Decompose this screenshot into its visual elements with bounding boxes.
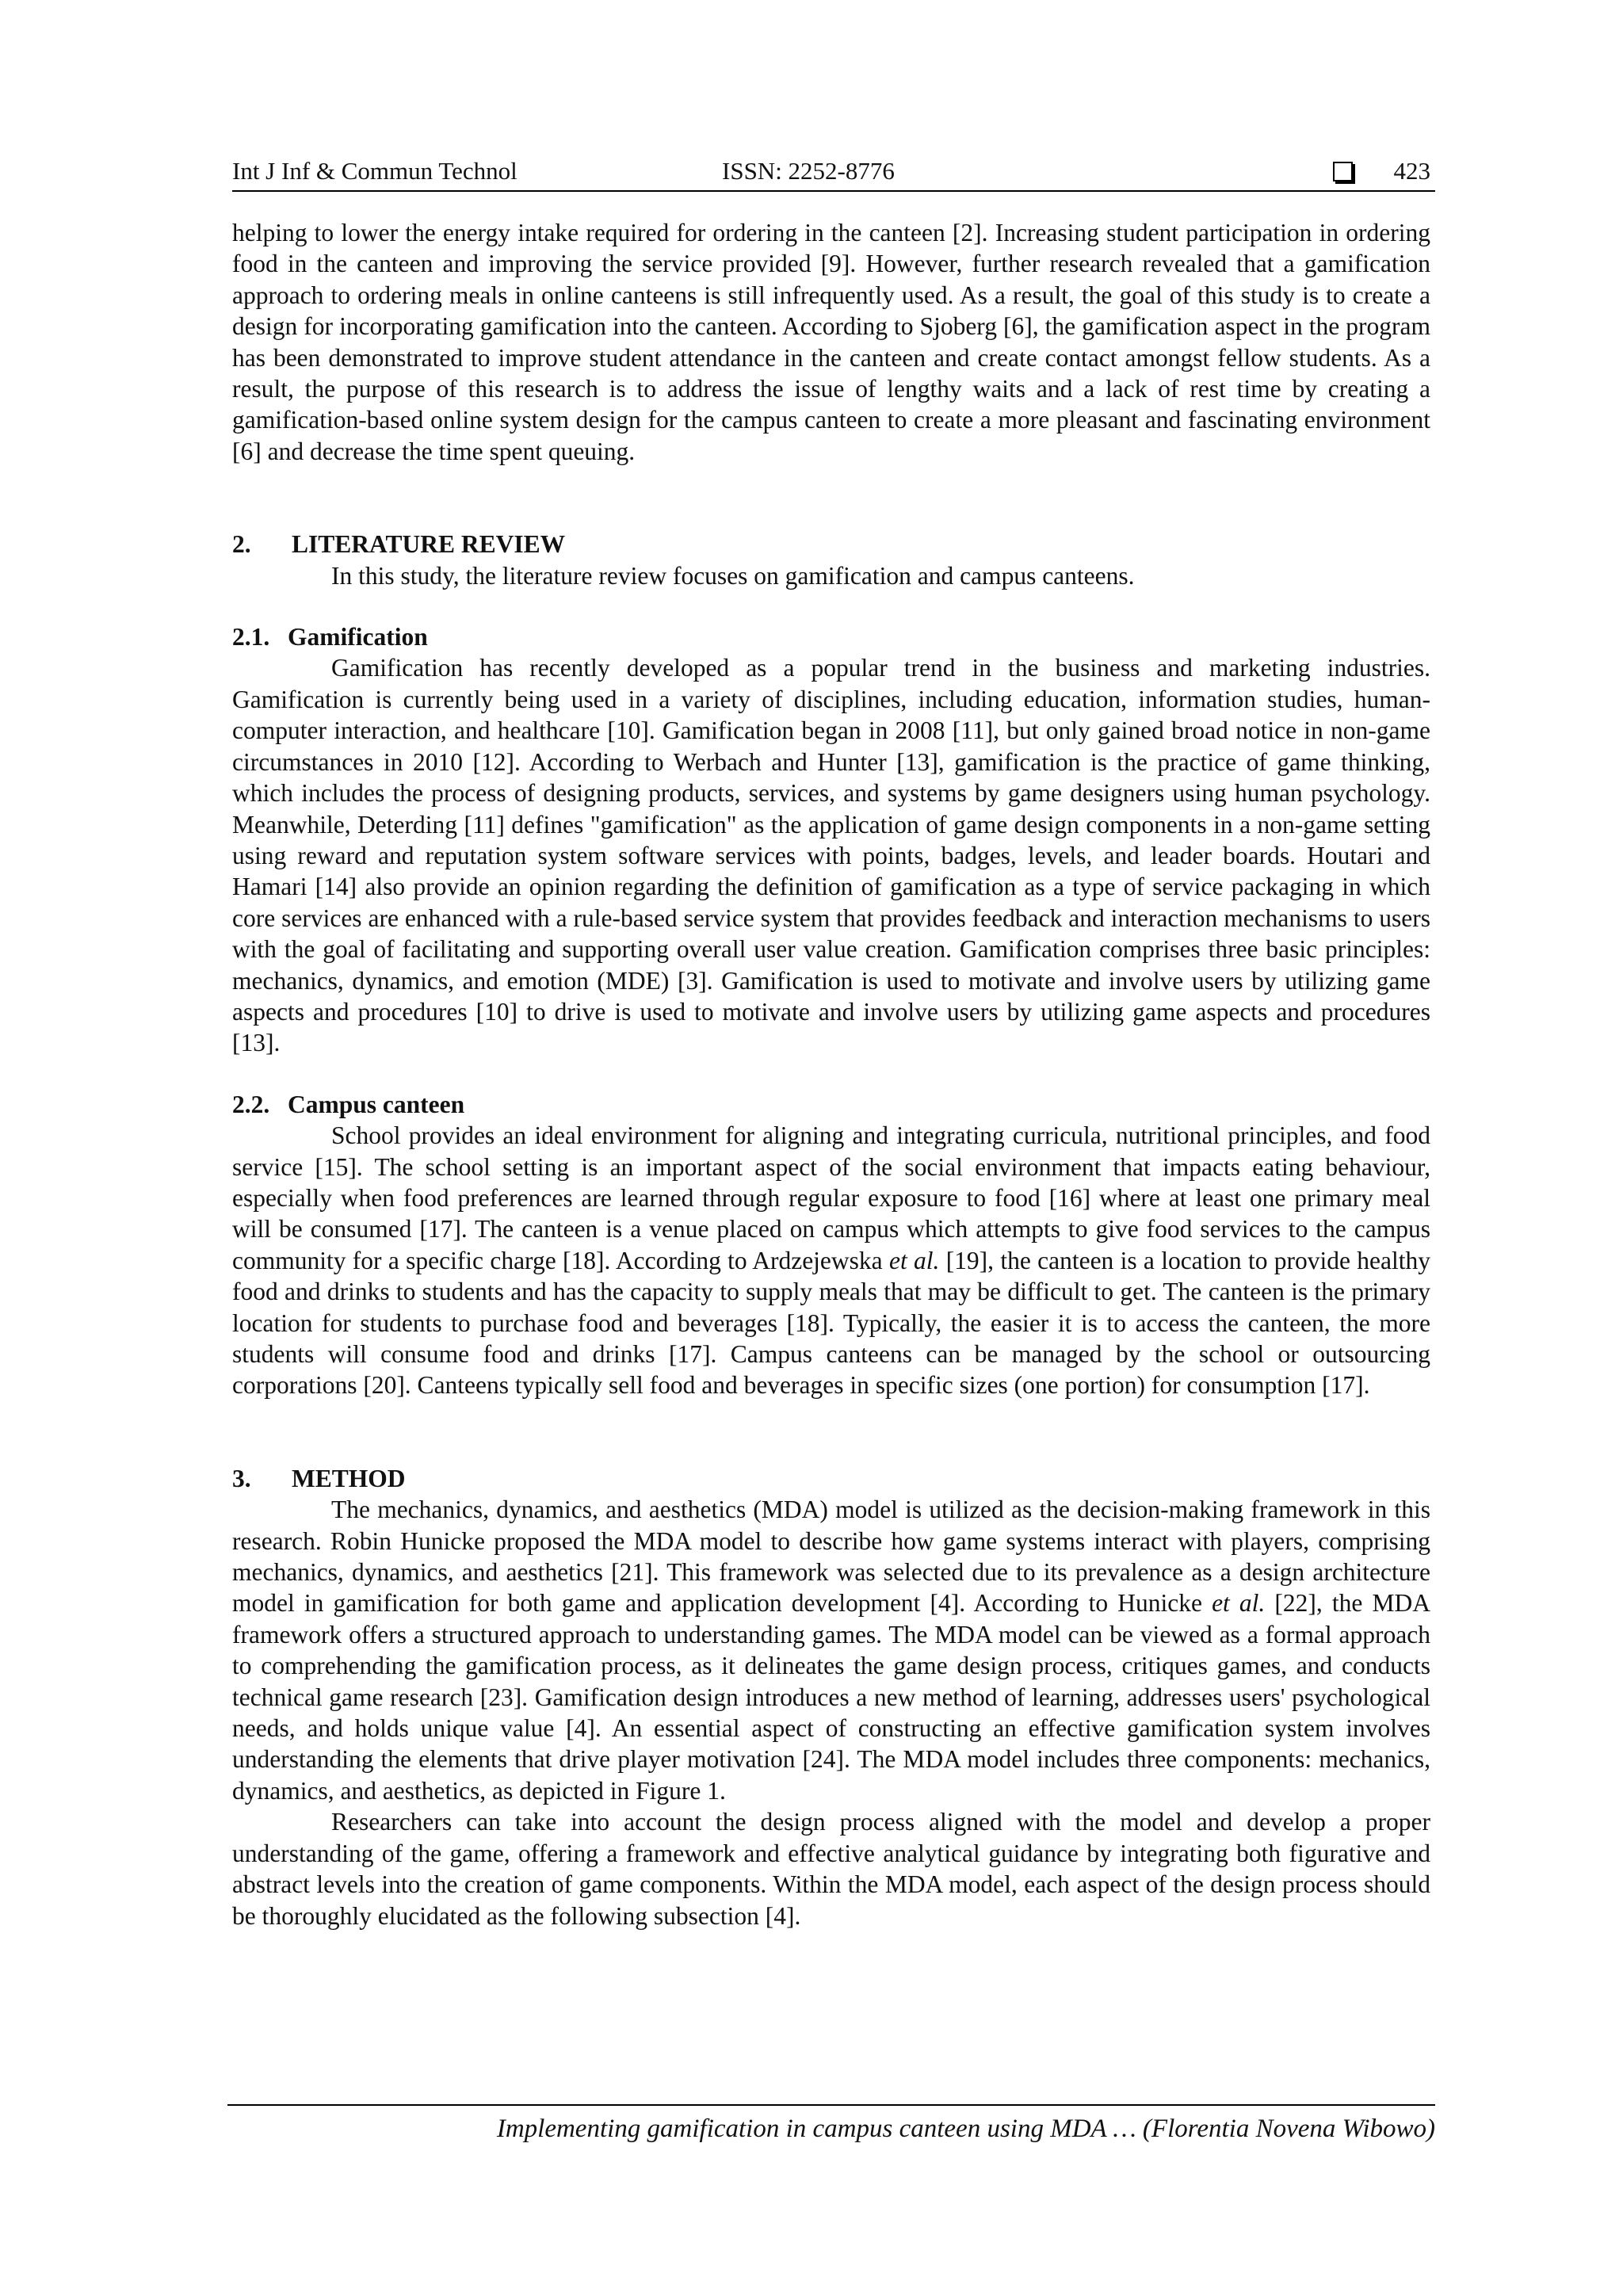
subsection-2-1-title: Gamification — [288, 623, 428, 651]
subsection-2-1-heading — [232, 621, 1430, 652]
subsection-2-1-number: 2.1. — [232, 623, 270, 651]
section-3-number: 3. — [232, 1464, 251, 1492]
section-3-title: METHOD — [292, 1464, 406, 1492]
method-paragraph-1 — [232, 1494, 1430, 1806]
section-2-title: LITERATURE REVIEW — [292, 530, 566, 559]
canteen-text-italic: et al. — [888, 1246, 940, 1274]
campus-canteen-paragraph — [232, 1120, 1430, 1401]
journal-name: Int J Inf & Commun Technol — [232, 157, 517, 185]
subsection-2-2-heading — [232, 1089, 1430, 1120]
section-2-intro: In this study, the literature review focuses on gamification and campus canteens. — [331, 561, 1135, 590]
method-text-b: [22], the MDA framework offers a structured approach to understanding games. The MDA model can be viewed as a formal approach to comprehending the gamification process, as it delineates the game design process, critiques games, and conducts technical game research [23]. Gamification design introduces a new method of learning, addresses users' psychological needs, and holds unique value [4]. An essential aspect of constructing an effective gamification system involves understanding the elements that drive player motivation [24]. The MDA model includes three components: mechanics, dynamics, and aesthetics, as depicted in Figure 1. — [232, 1589, 1430, 1805]
intro-paragraph: helping to lower the energy intake required for ordering in the canteen [2]. Increasing student participation in ordering food in the canteen and improving the service provided [9]. However, further research revealed that a gamification approach to ordering meals in online canteens is still infrequently used. As a result, the goal of this study is to create a design for incorporating gamification into the canteen. According to Sjoberg [6], the gamification aspect in the program has been demonstrated to improve student attendance in the canteen and create contact amongst fellow students. As a result, the purpose of this research is to address the issue of lengthy waits and a lack of rest time by creating a gamification-based online system design for the campus canteen to create a more pleasant and fascinating environment [6] and decrease the time spent queuing. — [232, 219, 1430, 465]
gamification-paragraph: Gamification has recently developed as a popular trend in the business and marketing industries. Gamification is currently being used in a variety of disciplines, including education, information studies, human-computer interaction, and healthcare [10]. Gamification began in 2008 [11], but only gained broad notice in non-game circumstances in 2010 [12]. According to Werbach and Hunter [13], gamification is the practice of game thinking, which includes the process of designing products, services, and systems by game designers using human psychology. Meanwhile, Deterding [11] defines "gamification" as the application of game design components in a non-game setting using reward and reputation system software services with points, badges, levels, and leader boards. Houtari and Hamari [14] also provide an opinion regarding the definition of gamification as a type of service packaging in which core services are enhanced with a rule-based service system that provides feedback and interaction mechanisms to users with the goal of facilitating and supporting overall user value creation. Gamification comprises three basic principles: mechanics, dynamics, and emotion (MDE) [3]. Gamification is used to motivate and involve users by utilizing game aspects and procedures [10] to drive is used to motivate and involve users by utilizing game aspects and procedures [13]. — [232, 654, 1430, 1057]
method-text-italic: et al. — [1212, 1589, 1266, 1618]
issn: ISSN: 2252-8776 — [722, 157, 895, 185]
canteen-text-b: [19], the canteen is a location to provide healthy food and drinks to students and has the capacity to supply meals that may be difficult to get. The canteen is the primary location for students to purchase food and beverages [18]. Typically, the easier it is to access the canteen, the more students will consume food and drinks [17]. Campus canteens can be managed by the school or outsourcing corporations [20]. Canteens typically sell food and beverages in specific sizes (one portion) for consumption [17]. — [232, 1246, 1430, 1400]
section-3-heading — [232, 1463, 1430, 1494]
page-body — [232, 217, 1430, 1931]
subsection-2-2-title: Campus canteen — [288, 1090, 465, 1118]
section-2-heading — [232, 529, 1430, 560]
checkbox-square-icon — [1333, 162, 1353, 181]
canteen-text-a: School provides an ideal environment for aligning and integrating curricula, nutritional principles, and food service [15]. The school setting is an important aspect of the social environment that impacts eating behaviour, especially when food preferences are learned through regular exposure to food [16] where at least one primary meal will be consumed [17]. The canteen is a venue placed on campus which attempts to give food services to the campus community for a specific charge [18]. According to Ardzejewska — [232, 1121, 1430, 1274]
method-text-a: The mechanics, dynamics, and aesthetics (MDA) model is utilized as the decision-making framework in this research. Robin Hunicke proposed the MDA model to describe how game systems interact with players, comprising mechanics, dynamics, and aesthetics [21]. This framework was selected due to its prevalence as a design architecture model in gamification for both game and application development [4]. According to Hunicke — [232, 1496, 1430, 1618]
method-paragraph-2: Researchers can take into account the design process aligned with the model and develop a proper understanding of the game, offering a framework and effective analytical guidance by integrating both figurative and abstract levels into the creation of game components. Within the MDA model, each aspect of the design process should be thoroughly elucidated as the following subsection [4]. — [232, 1808, 1430, 1930]
subsection-2-2-number: 2.2. — [232, 1090, 270, 1118]
page-header — [232, 155, 1435, 192]
footer-rule — [227, 2104, 1435, 2106]
page-footer: Implementing gamification in campus canteen using MDA … (Florentia Novena Wibowo) — [496, 2115, 1435, 2143]
page-number: 423 — [1393, 157, 1430, 185]
section-2-number: 2. — [232, 530, 251, 559]
